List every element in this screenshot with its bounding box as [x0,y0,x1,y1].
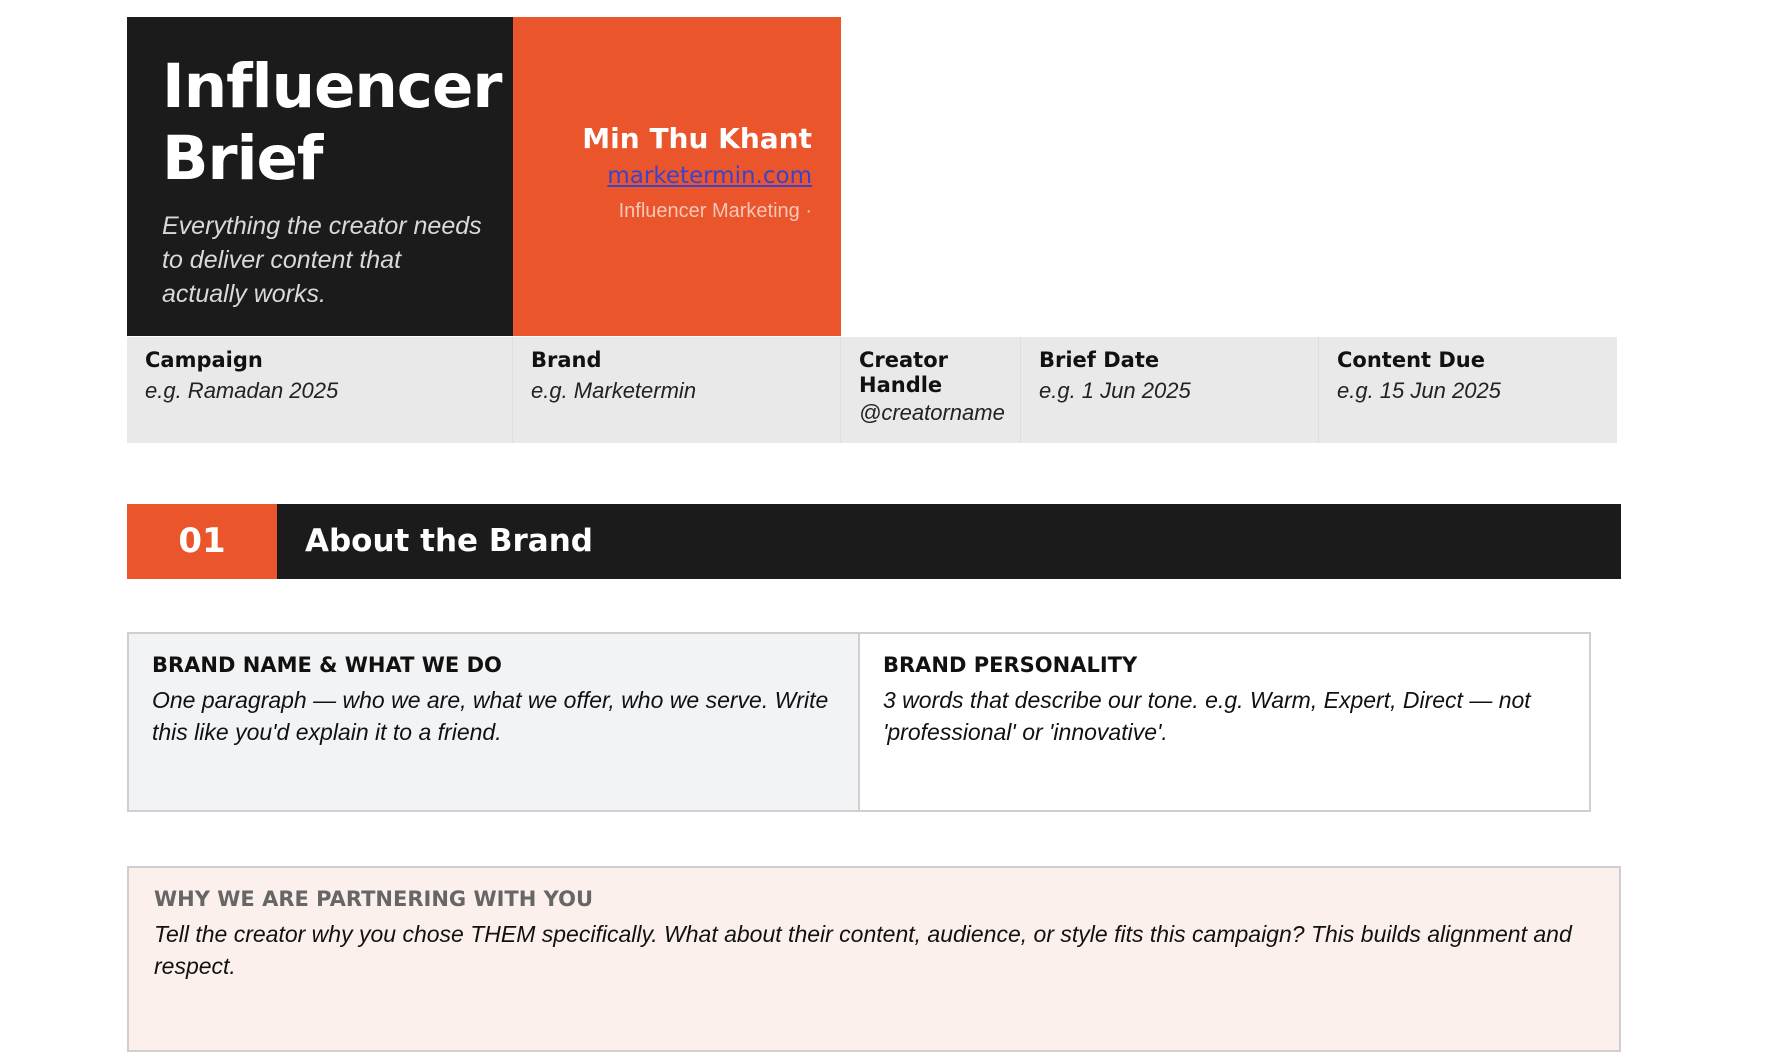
author-role: Influencer Marketing · [618,200,812,222]
section-header [127,504,1621,579]
meta-creator-handle-value[interactable]: @creatorname [859,400,1005,425]
meta-brand-label: Brand [531,348,602,372]
meta-content-due-value[interactable]: e.g. 15 Jun 2025 [1337,378,1501,403]
meta-creator-handle-label: Creator Handle [859,348,949,397]
brand-info-boxes [127,632,1591,812]
meta-brand[interactable] [513,337,841,443]
brief-meta-row [127,337,1617,443]
brand-personality-box[interactable] [860,634,1589,810]
meta-content-due-label: Content Due [1337,348,1485,372]
brand-personality-text[interactable]: 3 words that describe our tone. e.g. Warm, Expert, Direct — not 'professional' or 'innovative'. [883,687,1531,745]
meta-brief-date-label: Brief Date [1039,348,1160,372]
author-name: Min Thu Khant [582,122,812,155]
meta-campaign-label: Campaign [145,348,263,372]
page-title-line-2: Brief [162,123,323,194]
meta-brief-date[interactable] [1021,337,1319,443]
meta-brief-date-value[interactable]: e.g. 1 Jun 2025 [1039,378,1191,403]
section-number: 01 [127,504,277,579]
brand-name-box[interactable] [129,634,860,810]
meta-brand-value[interactable]: e.g. Marketermin [531,378,697,403]
brand-name-text[interactable]: One paragraph — who we are, what we offer, who we serve. Write this like you'd explain it to a friend. [152,687,829,745]
brand-personality-label: BRAND PERSONALITY [883,653,1138,677]
brand-name-label: BRAND NAME & WHAT WE DO [152,653,502,677]
partner-reason-label: WHY WE ARE PARTNERING WITH YOU [154,887,594,911]
section-title: About the Brand [305,523,593,559]
partner-reason-box[interactable] [127,866,1621,1052]
header-title-panel [127,17,513,336]
page-title [162,51,513,195]
meta-content-due[interactable] [1319,337,1617,443]
meta-campaign-value[interactable]: e.g. Ramadan 2025 [145,378,339,403]
page-subtitle: Everything the creator needs to deliver content that actually works. [162,212,482,308]
meta-campaign[interactable] [127,337,513,443]
partner-reason-text[interactable]: Tell the creator why you chose THEM specifically. What about their content, audience, or style fits this campaign? This builds alignment and respect. [154,921,1572,979]
author-website-link[interactable]: marketermin.com [607,163,812,189]
author-panel [513,17,841,336]
meta-creator-handle[interactable] [841,337,1021,443]
page-title-line-1: Influencer [162,51,502,122]
